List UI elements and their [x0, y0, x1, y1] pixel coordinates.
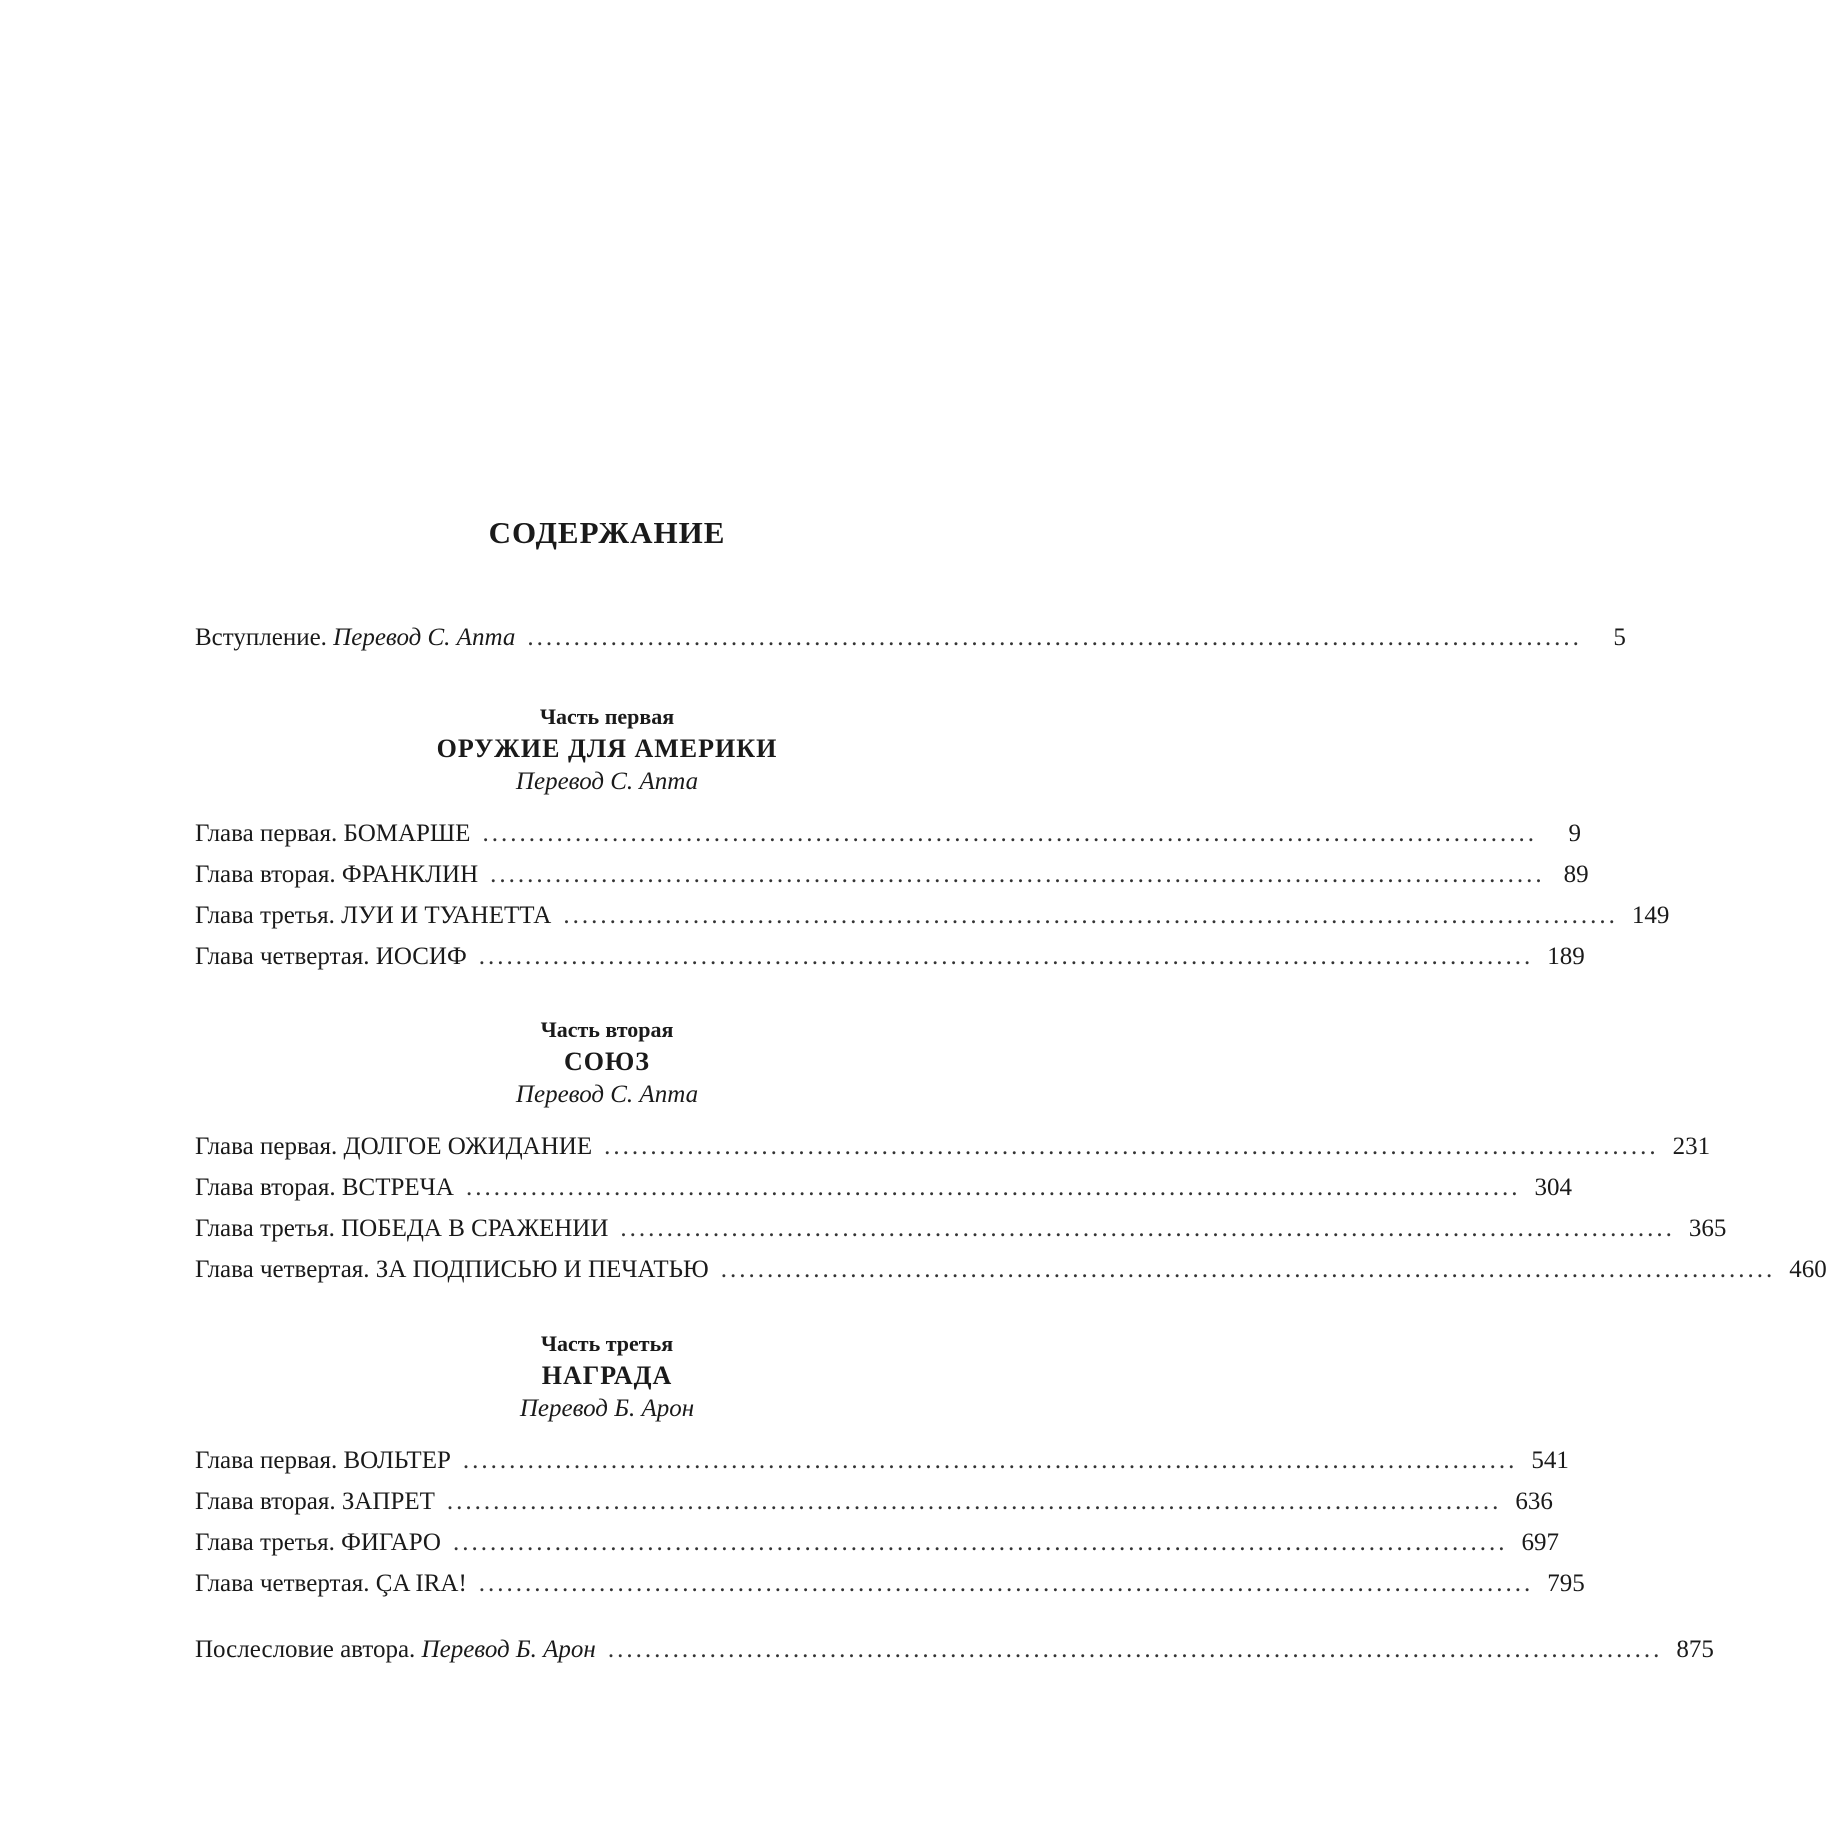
part-heading	[0, 1013, 1214, 1113]
part-translator: Перевод С. Апта	[515, 1081, 699, 1108]
page-number: 697	[1521, 1529, 1559, 1556]
dot-leader: ..................................................................................................................	[465, 1174, 1521, 1201]
entry-label	[195, 618, 515, 658]
part-label: Часть третья	[540, 1331, 674, 1356]
entry-title: Послесловие автора.	[195, 1636, 416, 1663]
entry-label: Глава вторая. ФРАНКЛИН	[195, 861, 479, 888]
part-translator: Перевод Б. Арон	[519, 1395, 695, 1422]
part-label: Часть вторая	[540, 1017, 674, 1042]
entry-translator: Перевод С. Апта	[333, 624, 516, 651]
toc-entry[interactable]	[195, 896, 1670, 936]
page-number: 9	[1568, 820, 1581, 847]
entry-label: Глава первая. БОМАРШЕ	[195, 820, 471, 847]
toc-entry[interactable]	[195, 1250, 1827, 1290]
page-number: 365	[1688, 1215, 1727, 1242]
page-number: 795	[1547, 1570, 1585, 1597]
part-name: НАГРАДА	[541, 1361, 673, 1390]
entry-label: Глава вторая. ЗАПРЕТ	[195, 1488, 435, 1515]
dot-leader: ..................................................................................................................	[527, 624, 1582, 651]
dot-leader: ..................................................................................................................	[446, 1488, 1502, 1515]
entry-label	[195, 1630, 596, 1670]
entry-label: Глава четвертая. ИОСИФ	[195, 943, 467, 970]
page-number: 231	[1672, 1133, 1711, 1160]
dot-leader: ..................................................................................................................	[452, 1529, 1508, 1556]
page-number: 89	[1563, 861, 1589, 888]
part-translator: Перевод С. Апта	[515, 768, 699, 795]
toc-entry[interactable]	[195, 1482, 1553, 1522]
toc-entry-afterword[interactable]	[195, 1630, 1714, 1670]
toc-entry-intro[interactable]	[195, 618, 1626, 658]
dot-leader: ..................................................................................................................	[482, 820, 1537, 847]
page-number: 189	[1547, 943, 1585, 970]
dot-leader: ..................................................................................................................	[462, 1447, 1518, 1474]
dot-leader: ..................................................................................................................	[620, 1215, 1675, 1242]
toc-entry[interactable]	[195, 855, 1589, 895]
dot-leader: ..................................................................................................................	[604, 1133, 1659, 1160]
part-heading	[0, 1327, 1214, 1427]
dot-leader: ..................................................................................................................	[563, 902, 1618, 929]
entry-label: Глава первая. ДОЛГОЕ ОЖИДАНИЕ	[195, 1133, 593, 1160]
dot-leader: ..................................................................................................................	[478, 1570, 1534, 1597]
toc-entry[interactable]	[195, 1523, 1559, 1563]
part-name: СОЮЗ	[564, 1047, 650, 1076]
entry-label: Глава третья. ЛУИ И ТУАНЕТТА	[195, 902, 552, 929]
entry-label: Глава четвертая. ÇA IRA!	[195, 1570, 467, 1597]
page-number: 460	[1789, 1256, 1827, 1283]
toc-entry[interactable]	[195, 814, 1581, 854]
dot-leader: ..................................................................................................................	[490, 861, 1545, 888]
part-label: Часть первая	[539, 704, 675, 729]
entry-translator: Перевод Б. Арон	[421, 1636, 596, 1663]
toc-entry[interactable]	[195, 1168, 1572, 1208]
page-number: 304	[1534, 1174, 1572, 1201]
entry-label: Глава четвертая. ЗА ПОДПИСЬЮ И ПЕЧАТЬЮ	[195, 1256, 709, 1283]
part-heading	[0, 700, 1214, 800]
part-name: ОРУЖИЕ ДЛЯ АМЕРИКИ	[436, 734, 778, 763]
page-number: 541	[1531, 1447, 1569, 1474]
entry-label: Глава третья. ПОБЕДА В СРАЖЕНИИ	[195, 1215, 609, 1242]
page-number: 149	[1631, 902, 1670, 929]
page-number: 875	[1676, 1636, 1714, 1663]
page-number: 5	[1613, 624, 1626, 651]
entry-label: Глава первая. ВОЛЬТЕР	[195, 1447, 451, 1474]
toc-entry[interactable]	[195, 1127, 1711, 1167]
entry-title: Вступление.	[195, 624, 327, 651]
page-number: 636	[1515, 1488, 1553, 1515]
dot-leader: ..................................................................................................................	[720, 1256, 1776, 1283]
entry-label: Глава третья. ФИГАРО	[195, 1529, 441, 1556]
toc-entry[interactable]	[195, 1564, 1585, 1604]
entry-label: Глава вторая. ВСТРЕЧА	[195, 1174, 454, 1201]
page-title: СОДЕРЖАНИЕ	[488, 515, 726, 550]
toc-entry[interactable]	[195, 937, 1585, 977]
toc-entry[interactable]	[195, 1209, 1727, 1249]
dot-leader: ..................................................................................................................	[478, 943, 1534, 970]
toc-entry[interactable]	[195, 1441, 1569, 1481]
dot-leader: ..................................................................................................................	[607, 1636, 1663, 1663]
